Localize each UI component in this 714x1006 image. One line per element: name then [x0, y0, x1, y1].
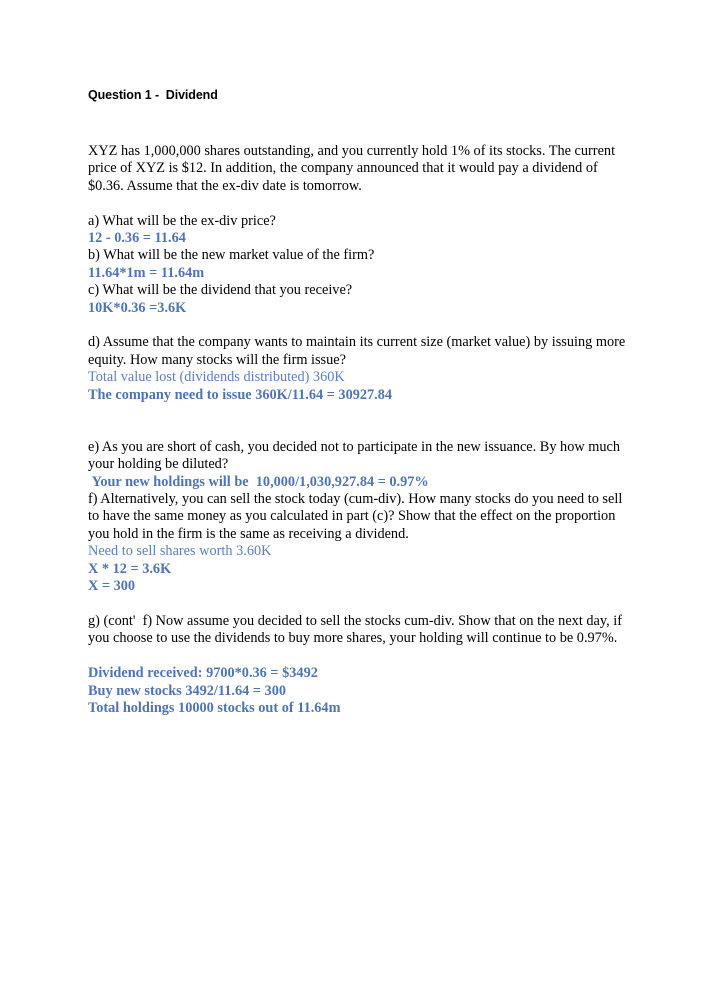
answer-e: Your new holdings will be 10,000/1,030,927.84 = 0.97%: [88, 473, 429, 490]
question-b: b) What will be the new market value of the firm?: [88, 247, 375, 264]
answer-a: 12 - 0.36 = 11.64: [88, 230, 186, 247]
answer-f-line1: Need to sell shares worth 3.60K: [88, 543, 272, 560]
answer-d-line1: Total value lost (dividends distributed) 360K: [88, 369, 345, 386]
answer-b: 11.64*1m = 11.64m: [88, 264, 205, 281]
document-body: [88, 143, 636, 717]
answer-f-line3: X = 300: [88, 578, 136, 595]
spacer: [88, 195, 636, 212]
answer-g-line1: Dividend received: 9700*0.36 = $3492: [88, 665, 318, 682]
question-g: g) (cont' f) Now assume you decided to sell the stocks cum-div. Show that on the next day, if you choose to use the dividends to buy more shares, your holding will continue to be 0.97%.: [88, 612, 626, 647]
answer-g-line2: Buy new stocks 3492/11.64 = 300: [88, 682, 286, 699]
question-d: d) Assume that the company wants to maintain its current size (market value) by issuing more equity. How many stocks will the firm issue?: [88, 334, 629, 368]
spacer: [88, 596, 636, 613]
question-f: f) Alternatively, you can sell the stock today (cum-div). How many stocks do you need to sell to have the same money as you calculated in part (c)? Show that the effect on the proportion you hold in the firm is the same as receiving a dividend.: [88, 491, 626, 542]
question-e: e) As you are short of cash, you decided not to participate in the new issuance. By how much your holding be diluted?: [88, 438, 624, 473]
spacer: [88, 317, 636, 334]
answer-c: 10K*0.36 =3.6K: [88, 299, 187, 316]
intro-paragraph: XYZ has 1,000,000 shares outstanding, and you currently hold 1% of its stocks. The current price of XYZ is $12. In addition, the company announced that it would pay a dividend of $0.36. Assume that the ex-div date is tomorrow.: [88, 143, 619, 194]
answer-d-line2: The company need to issue 360K/11.64 = 30927.84: [88, 386, 393, 403]
spacer: [88, 648, 636, 665]
question-a: a) What will be the ex-div price?: [88, 212, 276, 229]
question-c: c) What will be the dividend that you receive?: [88, 282, 353, 299]
spacer: [88, 404, 636, 439]
answer-g-line3: Total holdings 10000 stocks out of 11.64m: [88, 699, 341, 716]
answer-f-line2: X * 12 = 3.6K: [88, 560, 172, 577]
question-title: Question 1 - Dividend: [88, 88, 218, 102]
